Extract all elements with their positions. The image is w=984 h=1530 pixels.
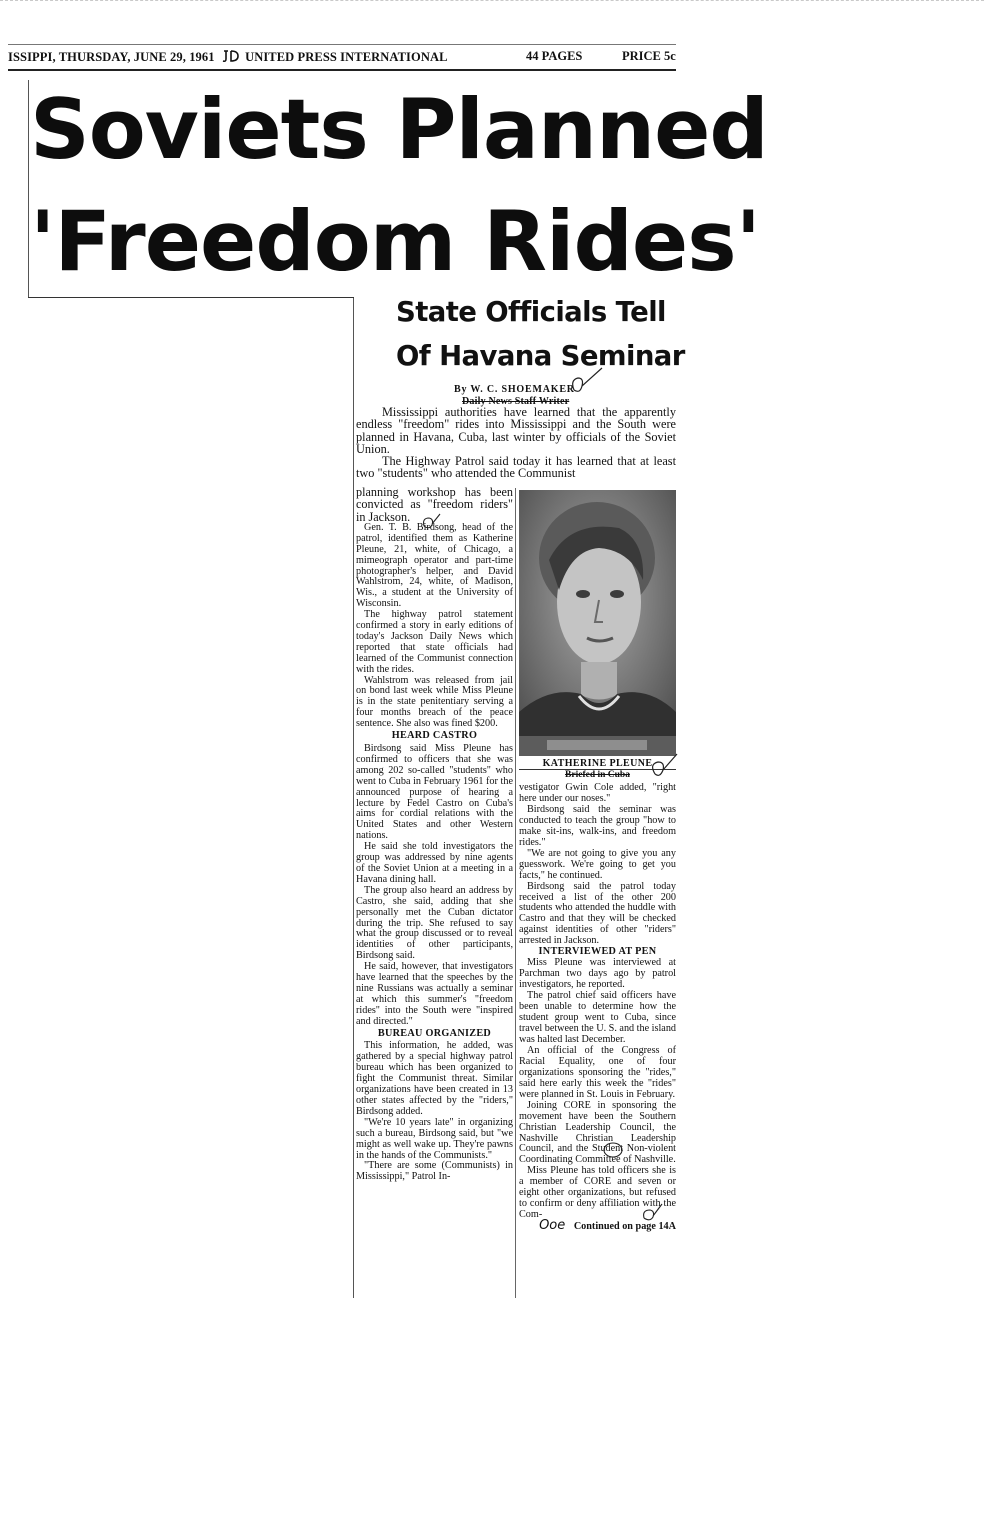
article-paragraph: An official of the Congress of Racial Equality, one of four organizations sponsoring the "rides," said here early this week the "rides" were planned in St. Louis in February. [519, 1044, 676, 1100]
caption-subtitle: Briefed in Cuba [565, 770, 630, 780]
jd-logo [218, 49, 242, 65]
article-paragraph: The highway patrol statement confirmed a story in early editions of today's Jackson Daily News which reported that state officials had learned of the Communist connection with the rides. [356, 609, 513, 675]
section-subhead: INTERVIEWED AT PEN [538, 946, 657, 958]
lead-paragraph: Mississippi authorities have learned that the apparently endless "freedom" rides into Mississippi and the South were planned in Havana, Cuba, last winter by officials of the Soviet Union. [356, 405, 676, 456]
price: PRICE 5c [622, 49, 676, 63]
continuation-line [519, 1218, 676, 1234]
article-paragraph: He said, however, that investigators have learned that the speeches by the nine Russians was actually a seminar at which this summer's "freedom rides" into the South were "inspired and directed." [356, 961, 513, 1027]
handwritten-note: Ooe [539, 1218, 566, 1234]
article-paragraph: "There are some (Communists) in Mississippi," Patrol In- [356, 1160, 513, 1183]
column-rule [353, 298, 354, 1298]
lead-paragraph: The Highway Patrol said today it has learned that at least two "students" who attended the Communist [356, 454, 676, 481]
banner-rule [28, 80, 29, 298]
byline-author: By W. C. SHOEMAKER [454, 384, 575, 395]
article-paragraph: vestigator Gwin Cole added, "right here under our noses." [519, 782, 676, 804]
lead-paragraphs [356, 406, 676, 480]
article-paragraph: This information, he added, was gathered by a special highway patrol bureau which has been organized to fight the Communist threat. Similar organizations have been created in 13 other states affected by the "riders," Birdsong added. [356, 1040, 513, 1117]
subheadline-line-1: State Officials Tell [396, 296, 666, 328]
article-paragraph: "We're 10 years late" in organizing such a bureau, Birdsong said, but "we might as well wake up. They're pawns in the hands of the Communists." [356, 1116, 513, 1161]
column-gutter-rule [515, 488, 516, 1298]
article-paragraph: Wahlstrom was released from jail on bond last week while Miss Pleune is in the state penitentiary serving a four months breach of the peace sentence. She also was fined $200. [356, 674, 513, 730]
masthead [8, 44, 676, 71]
masthead-dateline [8, 49, 448, 65]
continued-text: Continued on page 14A [573, 1221, 676, 1233]
article-paragraph: He said she told investigators the group was addressed by nine agents of the Soviet Union at a meeting in a Havana dining hall. [356, 841, 513, 885]
headline [30, 74, 768, 298]
headline-underline [28, 297, 354, 298]
article-paragraph: Gen. T. B. Birdsong, head of the patrol, identified them as Katherine Pleune, 21, white, of Chicago, a mimeograph operator and part-time photographer's helper, and David Wahlstrom, 24, white, of Madison, Wis., a student at the University of Wisconsin. [356, 521, 513, 610]
subheadline-line-2: Of Havana Seminar [396, 340, 685, 372]
article-paragraph: Joining CORE in sponsoring the movement have been the Southern Christian Leadership Council, the Nashville Christian Leadership Council, and the Student Non-violent Coordinating Committee of Nashville. [519, 1099, 676, 1166]
service-text: UNITED PRESS INTERNATIONAL [245, 50, 448, 64]
article-column-1 [356, 486, 513, 1183]
article-paragraph: Miss Pleune was interviewed at Parchman two days ago by patrol investigators, he reported. [519, 957, 676, 991]
article-paragraph: The group also heard an address by Castro, she said, adding that she personally met the Cuban dictator during the trip. She refused to say what the group discussed or to reveal identities of other participants, Birdsong said. [356, 884, 513, 962]
headline-line-2: 'Freedom Rides' [30, 193, 761, 290]
article-paragraph: Birdsong said the seminar was conducted to teach the group "how to make sit-ins, walk-ins, and freedom rides." [519, 803, 676, 848]
section-subhead: BUREAU ORGANIZED [377, 1027, 492, 1039]
photo-caption [519, 758, 676, 781]
article-paragraph: Birdsong said Miss Pleune has confirmed to officers that she was among 202 so-called "students" who went to Cuba in February 1961 for the announced purpose of hearing a lecture by Fedel Castro on Cuba's aims for cordial relations with the United States and other Western nations. [356, 743, 513, 842]
article-paragraph: Birdsong said the patrol today received a list of the other 200 students who attended the huddle with Castro and that they will be checked against identities of other "riders" arrested in Jackson. [519, 880, 676, 947]
subheadline [396, 290, 686, 378]
headline-line-1: Soviets Planned [30, 81, 768, 178]
byline-staff: Daily News Staff Writer [462, 396, 570, 407]
section-subhead: HEARD CASTRO [391, 730, 478, 742]
caption-name: KATHERINE PLEUNE [519, 758, 676, 770]
dateline-text: ISSIPPI, THURSDAY, JUNE 29, 1961 [8, 50, 215, 64]
page-count: 44 PAGES [526, 49, 583, 63]
article-paragraph: The patrol chief said officers have been unable to determine how the student group went to Cuba, since travel between the U. S. and the island was halted last December. [519, 990, 677, 1045]
portrait-photo-icon [519, 490, 676, 756]
continued-lead: planning workshop has been convicted as "freedom riders" in Jackson. [356, 485, 513, 524]
article-column-2 [519, 783, 676, 1233]
article-paragraph: "We are not going to give you any guesswork. We're going to get you facts," he continued. [519, 847, 676, 881]
article-paragraph: Miss Pleune has told officers she is a member of CORE and seven or eight other organizations, but refused to confirm or deny affiliation with the Com- [519, 1165, 676, 1221]
